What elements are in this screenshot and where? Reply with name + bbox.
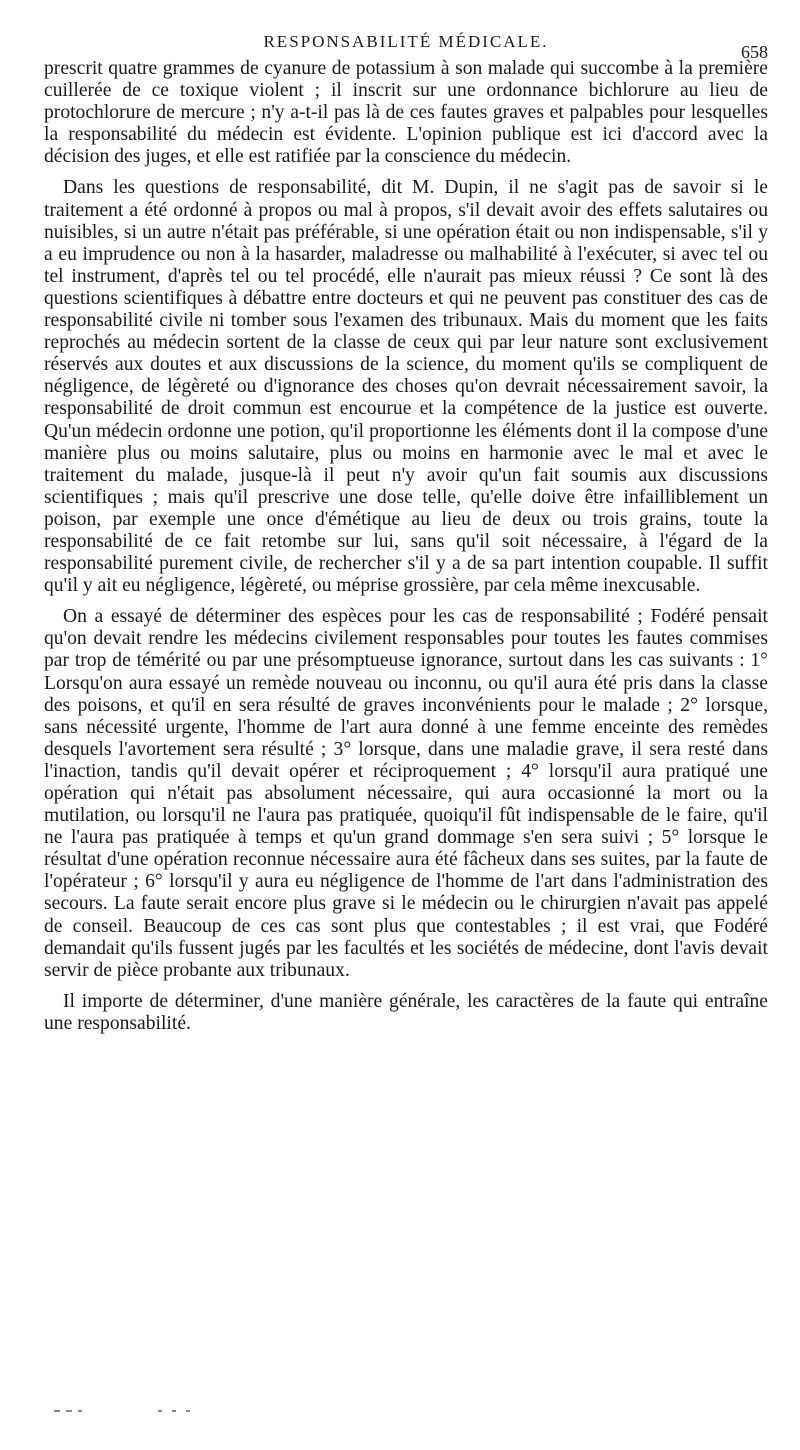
paragraph-conclusion: Il importe de déterminer, d'une manière générale, les caractères de la faute qui entraîne une responsabilité.	[44, 990, 768, 1034]
footer-print-marks	[54, 1408, 254, 1416]
running-title: RESPONSABILITÉ MÉDICALE.	[263, 32, 549, 51]
body-text	[44, 58, 768, 1044]
page-number: 658	[741, 42, 768, 62]
paragraph-fodere-cases: On a essayé de déterminer des espèces pour les cas de responsabilité ; Fodéré pensait qu'on devait rendre les médecins civilement responsables pour toutes les fautes commises par trop de témérité ou par une présomptueuse ignorance, surtout dans les cas suivants : 1° Lorsqu'on aura essayé un remède nouveau ou inconnu, ou qu'il aura été pris dans la classe des poisons, et qu'il en sera résulté de graves inconvénients pour le malade ; 2° lorsque, sans nécessité urgente, l'homme de l'art aura donné à une femme enceinte des remèdes desquels l'avortement sera résulté ; 3° lorsque, dans une maladie grave, il sera resté dans l'inaction, tandis qu'il devait opérer et réciproquement ; 4° lorsqu'il aura pratiqué une opération qui n'était pas absolument nécessaire, qui aura occasionné la mort ou la mutilation, ou lorsqu'il ne l'aura pas pratiquée, quoiqu'il fût indispensable de le faire, qu'il ne l'aura pas pratiquée à temps et qu'un grand dommage s'en sera suivi ; 5° lorsque le résultat d'une opération reconnue nécessaire aura été fâcheux dans ses suites, par la faute de l'opérateur ; 6° lorsqu'il y aura eu négligence de l'homme de l'art dans l'administration des secours. La faute serait encore plus grave si le médecin ou le chirurgien n'avait pas appelé de conseil. Beaucoup de ces cas sont plus que contestables ; il est vrai, que Fodéré demandait qu'ils fussent jugés par les facultés et les sociétés de médecine, dont l'avis devait servir de pièce probante aux tribunaux.	[44, 606, 768, 981]
paragraph-dupin-quote: Dans les questions de responsabilité, dit M. Dupin, il ne s'agit pas de savoir si le traitement a été ordonné à propos ou mal à propos, s'il devait avoir des effets salutaires ou nuisibles, si un autre n'était pas préférable, si une opération était ou non indispensable, s'il y a eu imprudence ou non à la hasarder, maladresse ou malhabilité à l'exécuter, si avec tel ou tel instrument, d'après tel ou tel procédé, elle n'aurait pas mieux réussi ? Ce sont là des questions scientifiques à débattre entre docteurs et qui ne peuvent pas constituer des cas de responsabilité civile ni tomber sous l'examen des tribunaux. Mais du moment que les faits reprochés au médecin sortent de la classe de ceux qui par leur nature sont exclusivement réservés aux doutes et aux discussions de la science, du moment qu'ils se compliquent de négligence, de légèreté ou d'ignorance des choses qu'on devrait nécessairement savoir, la responsabilité de droit commun est encourue et la compétence de la justice est ouverte. Qu'un médecin ordonne une potion, qu'il proportionne les éléments dont il la compose d'une manière plus ou moins salutaire, plus ou moins en harmonie avec le mal et avec le traitement du malade, jusque-là il peut n'y avoir qu'un fait soumis aux discussions scientifiques ; mais qu'il prescrive une dose telle, qu'elle doive être infailliblement un poison, par exemple une once d'émétique au lieu de deux ou trois grains, toute la responsabilité de ce fait retombe sur lui, sans qu'il soit nécessaire, à l'égard de la responsabilité purement civile, de rechercher s'il y a de sa part intention coupable. Il suffit qu'il y ait eu négligence, légèreté, ou méprise grossière, par cela même inexcusable.	[44, 177, 768, 597]
running-head	[44, 30, 768, 62]
paragraph-continuation: prescrit quatre grammes de cyanure de potassium à son malade qui succombe à la première cuillerée de ce toxique violent ; il inscrit sur une ordonnance bichlorure au lieu de protochlorure de mercure ; n'y a-t-il pas là de ces fautes graves et palpables pour lesquelles la responsabilité du médecin est évidente. L'opinion publique est ici d'accord avec la décision des juges, et elle est ratifiée par la conscience du médecin.	[44, 58, 768, 168]
